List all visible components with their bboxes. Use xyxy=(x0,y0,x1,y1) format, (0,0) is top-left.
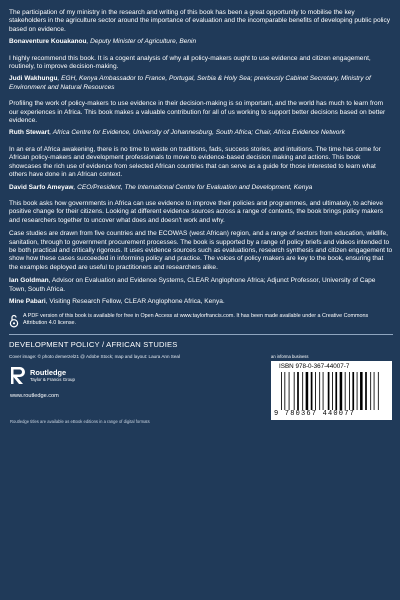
quote-text: Profiling the work of policy-makers to use evidence in their decision-making is so important, and the world has much to learn from our experiences in Africa. This book makes a valuable contribution for all of us working to support better decisions based on better evidence. xyxy=(9,100,386,125)
quote-role: , CEO/President, The International Centre for Evaluation and Development, Kenya xyxy=(73,183,313,191)
quote-3 xyxy=(9,100,393,138)
editor-name: Ian Goldman xyxy=(9,277,49,285)
quote-attribution xyxy=(9,184,393,192)
editor-role: , Visiting Research Fellow, CLEAR Anglophone Africa, Kenya. xyxy=(45,297,225,305)
ebook-note: Routledge titles are available as eBook editions in a range of digital formats xyxy=(10,419,150,425)
quote-text: In an era of Africa awakening, there is no time to waste on traditions, fads, success stories, and intuitions. The time has come for African policy-makers and development professionals to move to evidence-based decision making and actions. This book showcases the rich use of evidence from selected African countries that can serve as a guide for those interested to learn what others have done in an African context. xyxy=(9,145,381,179)
barcode-digits: 9 780367 440077 xyxy=(274,410,356,419)
cover-credit: Cover image: © photo demerzel21 @ Adobe Stock; map and layout: Laura Ann Seal xyxy=(9,354,180,360)
quote-attribution xyxy=(9,129,393,137)
informa-label: an informa business xyxy=(271,354,309,360)
quote-4 xyxy=(9,146,393,192)
publisher-name: Routledge xyxy=(30,367,67,377)
quote-author: Judi Wakhungu xyxy=(9,75,58,83)
editor-1 xyxy=(9,277,393,294)
quote-role: , Deputy Minister of Agriculture, Benin xyxy=(86,38,197,46)
editor-2 xyxy=(9,298,393,306)
divider xyxy=(9,334,393,335)
editor-name: Mine Pabari xyxy=(9,297,46,305)
quote-1 xyxy=(9,9,393,47)
publisher-subtitle: Taylor & Francis Group xyxy=(30,376,75,382)
publisher-logo xyxy=(9,365,75,385)
quote-attribution xyxy=(9,75,393,92)
publisher-url: www.routledge.com xyxy=(10,393,59,400)
quote-author: David Sarfo Ameyaw xyxy=(9,183,74,191)
routledge-logo-icon xyxy=(9,365,27,385)
quote-role: , EGH, Kenya Ambassador to France, Portugal, Serbia & Holy Sea; previously Cabinet Secretary, Ministry of Environment and Natural Resources xyxy=(9,75,371,91)
quote-author: Bonaventure Kouakanou xyxy=(9,38,87,46)
description-paragraph: This book asks how governments in Africa can use evidence to improve their policies and programmes, and ultimately, to achieve positive change for their citizens. Looking at different evidence sources across a range of contexts, the book brings policy makers and researchers together to uncover what does and doesn't work and why. xyxy=(9,199,383,224)
quote-text: I highly recommend this book. It is a cogent analysis of why all policy-makers ought to use evidence and citizen engagement, routinely, to improve decision-making. xyxy=(9,54,371,71)
quote-author: Ruth Stewart xyxy=(9,129,50,137)
barcode-icon xyxy=(279,372,384,410)
editor-role: , Advisor on Evaluation and Evidence Systems, CLEAR Anglophone Africa; Adjunct Professor, University of Cape Town, South Africa. xyxy=(9,277,376,293)
series-label: DEVELOPMENT POLICY / AFRICAN STUDIES xyxy=(9,340,178,350)
open-access-notice xyxy=(9,313,393,328)
open-access-icon xyxy=(9,314,19,328)
quote-attribution xyxy=(9,38,393,46)
isbn-barcode-box xyxy=(271,361,392,420)
description-paragraph: Case studies are drawn from five countries and the ECOWAS (west African) region, and a range of sectors from education, wildlife, sanitation, through to government procurement processes. The book is supported by a range of policy briefs and videos intended to be both practical and critically rigorous. It uses evidence sources such as evaluations, research synthesis and citizen engagement to show how these cases succeeded in informing policy and practice. The voices of policy makers are key to the book, ensuring that the examples deployed are useful to practitioners and researchers alike. xyxy=(9,230,393,271)
isbn-label: ISBN 978-0-367-44007-7 xyxy=(279,363,350,371)
back-cover xyxy=(9,9,393,433)
quote-role: , Africa Centre for Evidence, University of Johannesburg, South Africa; Chair, Africa Evidence Network xyxy=(49,129,345,137)
quote-text: The participation of my ministry in the research and writing of this book has been a great opportunity to mobilise the key stakeholders in the agriculture sector around the importance of evaluation and the incomparable benefits of developing public policy based on evidence. xyxy=(9,9,391,33)
open-access-text: A PDF version of this book is available for free in Open Access at www.taylorfrancis.com. It has been made available under a Creative Commons Attribution 4.0 license. xyxy=(23,313,369,327)
quote-2 xyxy=(9,55,393,93)
